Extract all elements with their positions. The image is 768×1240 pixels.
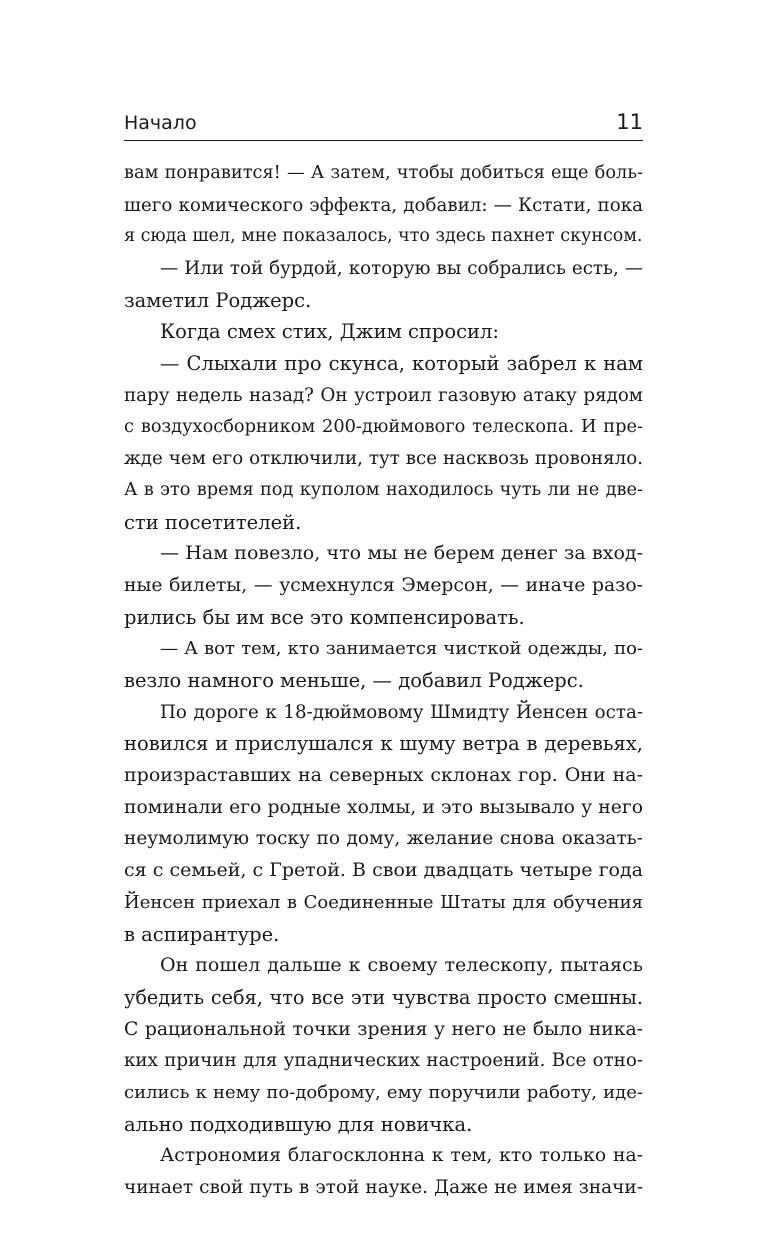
text-line: сти посетителей. bbox=[124, 510, 302, 534]
text-line: чинает свой путь в этой науке. Даже не имея значи- bbox=[124, 1177, 643, 1198]
text-line: Йенсен приехал в Соединенные Штаты для обучения bbox=[124, 891, 643, 913]
text-line: сились к нему по-доброму, ему поручили работу, иде- bbox=[124, 1081, 643, 1103]
text-line: С рациональной точки зрения у него не было ника- bbox=[124, 1018, 643, 1040]
text-line: Он пошел дальше к своему телескопу, пытаясь bbox=[160, 954, 643, 977]
text-line: заметил Роджерс. bbox=[124, 288, 312, 312]
text-line: жде чем его отключили, тут все насквозь провоняло. bbox=[124, 448, 643, 470]
text-line: По дороге к 18-дюймовому Шмидту Йенсен оста- bbox=[160, 701, 643, 723]
text-line: везло намного меньше, — добавил Роджерс. bbox=[124, 669, 584, 692]
text-line: — Или той бурдой, которую вы собрались есть, — bbox=[160, 258, 643, 280]
text-line: произраставших на северных склонах гор. Они на- bbox=[124, 764, 643, 787]
text-line: ально подходившую для новичка. bbox=[124, 1112, 473, 1136]
text-line: пару недель назад? Он устроил газовую атаку рядом bbox=[124, 384, 643, 406]
text-line: — Слыхали про скунса, который забрел к нам bbox=[160, 352, 643, 376]
text-line: я сюда шел, мне показалось, что здесь пахнет скунсом. bbox=[124, 226, 643, 247]
page-number: 11 bbox=[616, 110, 643, 134]
text-line: неумолимую тоску по дому, желание снова оказать- bbox=[124, 828, 643, 850]
text-line: А в это время под куполом находилось чуть ли не две- bbox=[124, 479, 643, 500]
text-line: Когда смех стих, Джим спросил: bbox=[160, 320, 499, 344]
text-line: рились бы им все это компенсировать. bbox=[124, 605, 525, 629]
text-line: — А вот тем, кто занимается чисткой одежды, по- bbox=[160, 638, 643, 660]
text-line: ких причин для упаднических настроений. Все отно- bbox=[124, 1050, 643, 1072]
text-line: новился и прислушался к шуму ветра в деревьях, bbox=[124, 732, 643, 756]
text-line: шего комического эффекта, добавил: — Кстати, пока bbox=[124, 194, 643, 216]
text-line: ся с семьей, с Гретой. В свои двадцать четыре года bbox=[124, 859, 643, 882]
page-header bbox=[124, 110, 643, 141]
text-line: с воздухосборником 200-дюймового телескопа. И пре- bbox=[124, 416, 643, 437]
running-title: Начало bbox=[124, 112, 197, 134]
page-body bbox=[124, 158, 643, 1204]
text-line: ные билеты, — усмехнулся Эмерсон, — иначе разо- bbox=[124, 574, 643, 596]
text-line: убедить себя, что все эти чувства просто смешны. bbox=[124, 985, 643, 1009]
text-line: в аспирантуре. bbox=[124, 922, 280, 946]
text-line: поминали его родные холмы, и это вызывало у него bbox=[124, 796, 643, 818]
text-line: — Нам повезло, что мы не берем денег за вход- bbox=[160, 542, 643, 565]
text-line: вам понравится! — А затем, чтобы добиться еще боль- bbox=[124, 163, 643, 183]
text-line: Астрономия благосклонна к тем, кто только на- bbox=[160, 1145, 643, 1167]
